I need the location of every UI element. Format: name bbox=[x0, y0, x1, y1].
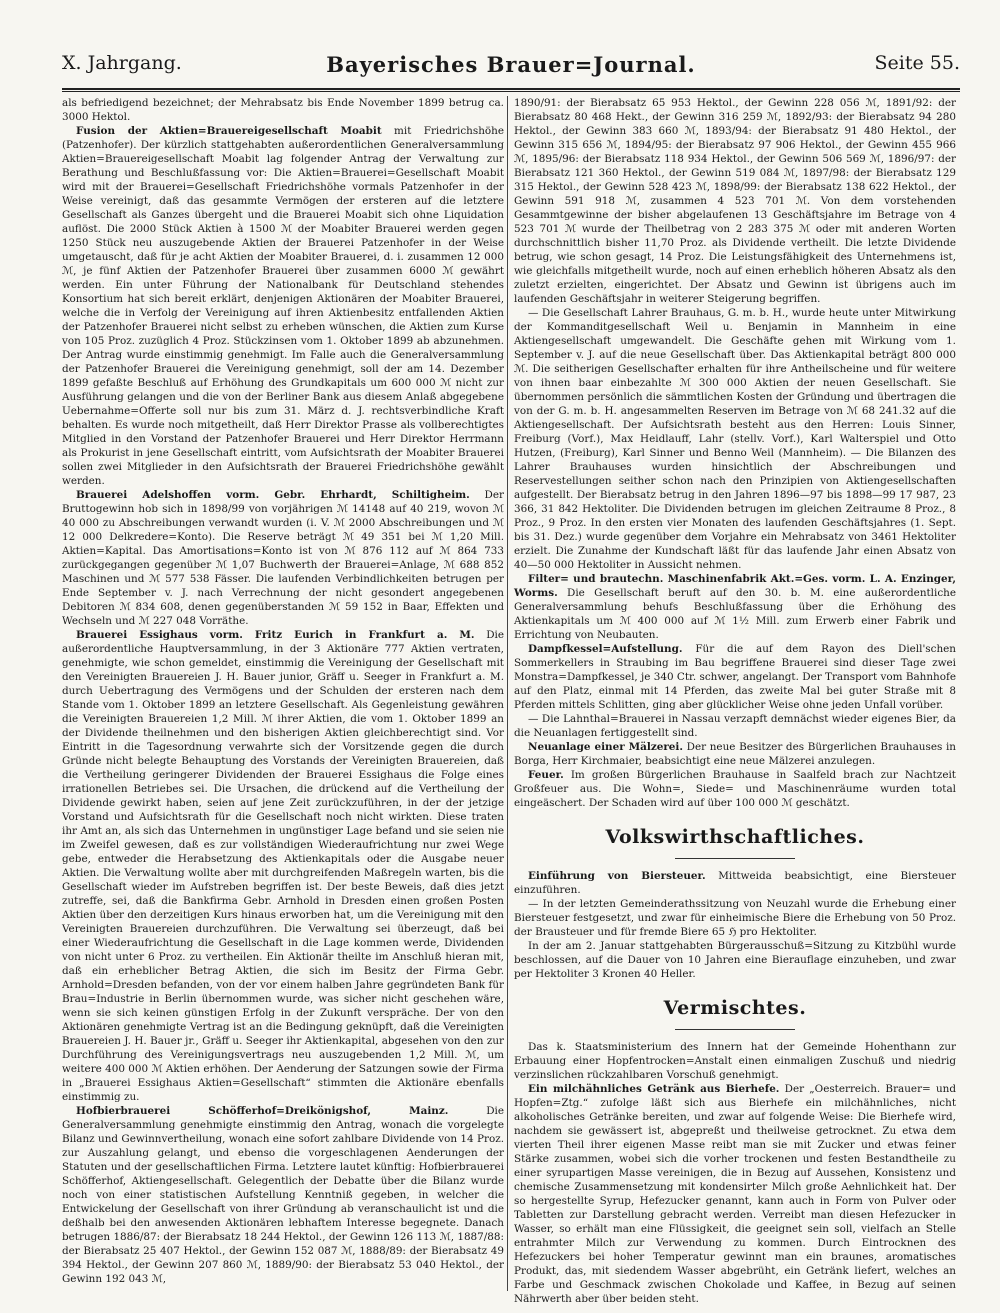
section-rule bbox=[675, 858, 795, 859]
article-body: Der Bruttogewinn hob sich in 1898/99 von vorjährigen ℳ 14148 auf 40 219, wovon ℳ 40 000 zu Abschreibungen verwandt wurden (i. V. ℳ 2000 Abschreibungen und ℳ 12 000 Delkredere=Konto). Die Reserve beträgt ℳ 49 351 bei ℳ 1,20 Mill. Aktien=Kapital. Das Amortisations=Konto ist von ℳ 876 112 auf ℳ 864 733 zurückgegangen gegenüber ℳ 1,07 Buchwerth der Brauerei=Anlage, ℳ 688 852 Maschinen und ℳ 577 538 Fässer. Die laufenden Verbindlichkeiten betrugen per Ende September v. J. nach Verrechnung der nicht gesondert angegebenen Debitoren ℳ 834 608, denen gegenüberstanden ℳ 59 152 in Baar, Effekten und Wechseln und ℳ 227 048 Vorräthe. bbox=[62, 489, 504, 627]
article-paragraph bbox=[514, 768, 956, 810]
article-body: Die Generalversammlung genehmigte einstimmig den Antrag, wonach die vorgelegte Bilanz und Gewinnvertheilung, wonach eine sofort zahlbare Dividende von 14 Proz. zur Auszahlung gelangt, und ebenso die vorgeschlagenen Aenderungen der Statuten und der gesellschaftlichen Firma. Letztere lautet künftig: Hofbierbrauerei Schöfferhof, Aktiengesellschaft. Gelegentlich der Debatte über die Bilanz wurde noch von einer statistischen Aufstellung Kenntniß gegeben, in welcher die Entwickelung der Gesellschaft von ihrer Gründung ab veranschaulicht ist und die deßhalb bei den anwesenden Aktionären lebhaftem Interesse begegnete. Danach betrugen 1886/87: der Bierabsatz 18 244 Hektol., der Gewinn 126 113 ℳ, 1887/88: der Bierabsatz 25 407 Hektol., der Gewinn 152 087 ℳ, 1888/89: der Bierabsatz 49 394 Hektol., der Gewinn 207 860 ℳ, 1889/90: der Bierabsatz 53 040 Hektol., der Gewinn 192 043 ℳ, bbox=[62, 1105, 504, 1285]
article-paragraph bbox=[514, 869, 956, 897]
header-rule bbox=[62, 88, 960, 90]
article-paragraph: — In der letzten Gemeinderathssitzung von Neuzahl wurde die Erhebung einer Biersteuer festgesetzt, und zwar für einheimische Biere die Erhebung von 50 Proz. der Brausteuer und für fremde Biere 65 ℌ pro Hektoliter. bbox=[514, 898, 956, 938]
article-body: Mittweida beabsichtigt, eine Biersteuer einzuführen. bbox=[514, 870, 956, 896]
article-heading: Fusion der Aktien=Brauereigesellschaft Moabit bbox=[76, 125, 382, 137]
article-paragraph: Das k. Staatsministerium des Innern hat der Gemeinde Hohenthann zur Erbauung einer Hopfentrocken=Anstalt einen einmaligen Zuschuß und niedrig verzinslichen rückzahlbaren Vorschuß genehmigt. bbox=[514, 1041, 956, 1081]
section-rule bbox=[675, 1029, 795, 1030]
article-paragraph bbox=[514, 572, 956, 642]
column-divider bbox=[507, 96, 508, 1291]
article-paragraph bbox=[62, 124, 504, 488]
article-heading: Filter= und brautechn. Maschinenfabrik Akt.=Ges. vorm. L. A. Enzinger, Worms. bbox=[514, 573, 956, 599]
article-body: Der neue Besitzer des Bürgerlichen Brauhauses in Borga, Herr Kirchmaier, beabsichtigt eine neue Mälzerei anzulegen. bbox=[514, 741, 956, 767]
article-body: Die Gesellschaft beruft auf den 30. b. M. eine außerordentliche Generalversammlung behufs Beschlußfassung über die Erhöhung des Aktienkapitals um ℳ 400 000 auf ℳ 1½ Mill. zum Erwerb einer Fabrik und Errichtung von Neubauten. bbox=[514, 587, 956, 641]
article-body: Für die auf dem Rayon des Diell'schen Sommerkellers in Straubing im Bau begriffene Brauerei sind dieser Tage zwei Monstra=Dampfkessel, je 340 Ctr. schwer, angelangt. Der Transport vom Bahnhofe auf den Platz, einmal mit 14 Pferden, das zweite Mal bei guter Straße mit 8 Pferden mittels Schlitten, ging aber glücklicher Weise ohne jeden Unfall vorüber. bbox=[514, 643, 956, 711]
article-heading: Brauerei Essighaus vorm. Fritz Eurich in Frankfurt a. M. bbox=[76, 629, 475, 641]
article-paragraph bbox=[514, 740, 956, 768]
article-paragraph: 1890/91: der Bierabsatz 65 953 Hektol., der Gewinn 228 056 ℳ, 1891/92: der Bierabsatz 80 468 Hekt., der Gewinn 316 259 ℳ, 1892/93: der Bierabsatz 94 280 Hektol., der Gewinn 383 660 ℳ, 1893/94: der Bierabsatz 91 480 Hektol., der Gewinn 315 656 ℳ, 1894/95: der Bierabsatz 97 906 Hektol., der Gewinn 455 966 ℳ, 1895/96: der Bierabsatz 118 934 Hektol., der Gewinn 506 569 ℳ, 1896/97: der Bierabsatz 121 360 Hektol., der Gewinn 519 084 ℳ, 1897/98: der Bierabsatz 129 315 Hektol., der Gewinn 528 423 ℳ, 1898/99: der Bierabsatz 138 622 Hektol., der Gewinn 591 918 ℳ, zusammen 4 523 701 ℳ. Von dem vorstehenden Gesammtgewinne der bisher abgelaufenen 13 Geschäftsjahre im Betrage von 4 523 701 ℳ wurde der Theilbetrag von 2 283 375 ℳ oder mit anderen Worten durchschnittlich bisher 11,70 Proz. als Dividende vertheilt. Die letzte Dividende betrug, wie schon gesagt, 14 Proz. Die Leistungsfähigkeit des Unternehmens ist, wie gleichfalls mitgetheilt wurde, noch auf einen erheblich höheren Absatz als den zuletzt erzielten, eingerichtet. Der Absatz und Gewinn ist übrigens auch im laufenden Geschäftsjahr in weiterer Steigerung begriffen. bbox=[514, 97, 956, 305]
section-heading: Volkswirthschaftliches. bbox=[605, 826, 865, 848]
article-paragraph bbox=[62, 488, 504, 628]
left-column bbox=[62, 96, 504, 1291]
article-paragraph bbox=[514, 642, 956, 712]
article-heading: Einführung von Biersteuer. bbox=[528, 870, 706, 882]
article-body: Der „Oesterreich. Brauer= und Hopfen=Ztg.“ zufolge läßt sich aus Bierhefe ein milchähnliches, nicht alkoholisches Getränke bereiten, und zwar auf folgende Weise: Die Bierhefe wird, nachdem sie gewässert ist, abgepreßt und theilweise getrocknet. Zu etwa dem vierten Theil ihrer eigenen Masse reibt man sie mit Zucker und etwas feiner Stärke zusammen, wobei sich die vorher trockenen und festen Bestandtheile zu einer syrupartigen Masse vereinigen, die in Bezug auf Aussehen, Konsistenz und chemische Zusammensetzung mit kondensirter Milch große Aehnlichkeit hat. Der so hergestellte Syrup, Hefezucker genannt, kann auch in Form von Pulver oder Tabletten zur Darstellung gebracht werden. Verreibt man diesen Hefezucker in Wasser, so erhält man eine Flüssigkeit, die geeignet sein soll, vielfach an Stelle entrahmter Milch zur Verwendung zu kommen. Durch Eintrocknen des Hefezuckers bei hoher Temperatur gewinnt man ein braunes, aromatisches Produkt, das, mit siedendem Wasser abgebrüht, ein Getränk liefert, welches an Farbe und Geschmack zwischen Chokolade und Kaffee, in Bezug auf seinen Nährwerth aber über beiden steht. bbox=[514, 1083, 956, 1305]
journal-title: Bayerisches Brauer=Journal. bbox=[326, 52, 696, 77]
page-header bbox=[62, 52, 960, 86]
article-body: Die außerordentliche Hauptversammlung, in der 3 Aktionäre 777 Aktien vertraten, genehmigte, wie schon gemeldet, einstimmig die Vereinigung der Gesellschaft mit den Vereinigten Brauereien J. H. Bauer junior, Gräff u. Seeger in Frankfurt a. M. durch Uebertragung des Vermögens und der Schulden der ersteren nach dem Stande vom 1. Oktober 1899 an letztere Gesellschaft. Als Gegenleistung gewähren die Vereinigten Brauereien 1,2 Mill. ℳ ihrer Aktien, die vom 1. Oktober 1899 an der Dividende theilnehmen und den bisherigen Aktien gleichberechtigt sind. Vor Eintritt in die Tagesordnung verwahrte sich der Vorsitzende gegen die durch Gründe nicht belegte Behauptung des Vorstands der Vereinigten Brauereien, daß die Vertheilung geringerer Dividenden der Brauerei Essighaus die Folge eines irrationellen Betriebes sei. Die Ursachen, die drückend auf die Vertheilung der Dividende gewirkt haben, seien auf jene Zeit zurückzuführen, in der der jetzige Vorstand und Aufsichtsrath für die Gesellschaft noch nicht wirkten. Diese traten ihr Amt an, als sich das Unternehmen in ungünstiger Lage befand und sie seien nie im Zweifel gewesen, daß es zur vollständigen Wiederaufrichtung nur zwei Wege gebe, entweder die Herabsetzung des Aktienkapitals oder die Ausgabe neuer Aktien. Die Verwaltung wollte aber mit durchgreifenden Maßregeln warten, bis die Gesellschaft wieder im Aufstreben begriffen ist. Der beste Beweis, daß dies jetzt zutreffe, sei, daß die Bankfirma Gebr. Arnhold in Dresden einen großen Posten Aktien über den derzeitigen Kurs hinaus erworben hat, um die Vereinigung mit den Vereinigten Brauereien durchzuführen. Die Verwaltung sei überzeugt, daß bei einer Wiederaufrichtung die Gesellschaft in die Lage kommen werde, Dividenden von nicht unter 6 Proz. zu vertheilen. Ein Aktionär theilte im Anschluß hieran mit, daß ein erheblicher Betrag Aktien, die sich im Besitz der Firma Gebr. Arnhold=Dresden befanden, von der vor einem halben Jahre gegründeten Bank für Brau=Industrie in Berlin übernommen wurde, was sicher nicht geschehen wäre, wenn sie sich keinen günstigen Erfolg in der Zukunft verspräche. Der von den Aktionären genehmigte Vertrag ist an die Bedingung geknüpft, daß die Vereinigten Brauereien J. H. Bauer jr., Gräff u. Seeger ihr Aktienkapital, abgesehen von den zur Durchführung des Vereinigungsvertrags neu auszugebenden 1,2 Mill. ℳ, um weitere 400 000 ℳ Aktien erhöhen. Der Aenderung der Satzungen sowie der Firma in „Brauerei Essighaus Aktien=Gesellschaft“ stimmten die Aktionäre ebenfalls einstimmig zu. bbox=[62, 629, 504, 1103]
volume-label: X. Jahrgang. bbox=[62, 52, 182, 74]
article-heading: Neuanlage einer Mälzerei. bbox=[528, 741, 683, 753]
article-paragraph bbox=[62, 1104, 504, 1286]
article-heading: Dampfkessel=Aufstellung. bbox=[528, 643, 683, 655]
article-paragraph bbox=[62, 628, 504, 1104]
article-paragraph: als befriedigend bezeichnet; der Mehrabsatz bis Ende November 1899 betrug ca. 3000 Hektol. bbox=[62, 97, 504, 123]
page-number: Seite 55. bbox=[874, 52, 960, 74]
article-heading: Hofbierbrauerei Schöfferhof=Dreikönigshof, Mainz. bbox=[76, 1105, 449, 1117]
article-heading: Feuer. bbox=[528, 769, 564, 781]
section-heading: Vermischtes. bbox=[663, 997, 807, 1019]
article-body: mit Friedrichshöhe (Patzenhofer). Der kürzlich stattgehabten außerordentlichen Generalversammlung Aktien=Brauereigesellschaft Moabit lag folgender Antrag der Verwaltung zur Berathung und Beschlußfassung vor: Die Aktien=Brauerei=Gesellschaft Moabit wird mit der Brauerei=Gesellschaft Friedrichshöhe vormals Patzenhofer in der Weise vereinigt, daß das gesammte Vermögen der ersteren auf die letztere Gesellschaft als Ganzes übergeht und die Brauerei Moabit sich ohne Liquidation auflöst. Die 2000 Stück Aktien à 1500 ℳ der Moabiter Brauerei werden gegen 1250 Stück neu auszugebende Aktien der Brauerei Patzenhofer in der Weise umgetauscht, daß für je acht Aktien der Moabiter Brauerei, d. i. zusammen 12 000 ℳ, je fünf Aktien der Patzenhofer Brauerei über zusammen 6000 ℳ gewährt werden. Ein unter Führung der Nationalbank für Deutschland stehendes Konsortium hat sich bereit erklärt, denjenigen Aktionären der Moabiter Brauerei, welche die in Verfolg der Vereinigung auf ihren Aktienbesitz entfallenden Aktien der Patzenhofer Brauerei nicht selbst zu erheben wünschen, die Aktien zum Kurse von 105 Proz. zuzüglich 4 Proz. Stückzinsen vom 1. Oktober 1899 ab abzunehmen. Der Antrag wurde einstimmig genehmigt. Im Falle auch die Generalversammlung der Patzenhofer Brauerei die Vereinigung genehmigt, soll der am 14. Dezember 1899 gefaßte Beschluß auf Erhöhung des Grundkapitals um 600 000 ℳ nicht zur Ausführung gelangen und die von der Berliner Bank aus diesem Anlaß abgegebene Uebernahme=Offerte soll nur bis zum 31. März d. J. rechtsverbindliche Kraft behalten. Es wurde noch mitgetheilt, daß Herr Direktor Prasse als vollberechtigtes Mitglied in den Vorstand der Patzenhofer Brauerei und Herr Direktor Herrmann als Prokurist in jene Gesellschaft eintritt, vom Aufsichtsrath der Moabiter Brauerei sollen zwei Mitglieder in den Aufsichtsrath der Brauerei Friedrichshöhe gewählt werden. bbox=[62, 125, 504, 487]
header-rule-thin bbox=[62, 91, 960, 92]
article-paragraph: — Die Lahnthal=Brauerei in Nassau verzapft demnächst wieder eigenes Bier, da die Neuanlagen fertiggestellt sind. bbox=[514, 713, 956, 739]
article-heading: Brauerei Adelshoffen vorm. Gebr. Ehrhardt, Schiltigheim. bbox=[76, 489, 470, 501]
article-heading: Ein milchähnliches Getränk aus Bierhefe. bbox=[528, 1083, 780, 1095]
article-body: Im großen Bürgerlichen Brauhause in Saalfeld brach zur Nachtzeit Großfeuer aus. Die Wohn=, Siede= und Maschinenräume wurden total eingeäschert. Der Schaden wird auf über 100 000 ℳ geschätzt. bbox=[514, 769, 956, 809]
right-column bbox=[514, 96, 956, 1305]
article-paragraph: — Die Gesellschaft Lahrer Brauhaus, G. m. b. H., wurde heute unter Mitwirkung der Kommanditgesellschaft Weil u. Benjamin in Mannheim in eine Aktiengesellschaft umgewandelt. Die Geschäfte gehen mit Wirkung vom 1. September v. J. auf die neue Gesellschaft über. Das Aktienkapital beträgt 800 000 ℳ. Die seitherigen Gesellschafter erhalten für ihre Antheilscheine und für weitere von ihnen baar einbezahlte ℳ 300 000 Aktien der neuen Gesellschaft. Sie übernommen persönlich die sämmtlichen Kosten der Gründung und übertragen die von der G. m. b. H. angesammelten Reserven im Betrage von ℳ 68 241.32 auf die Aktiengesellschaft. Der Aufsichtsrath besteht aus den Herren: Louis Sinner, Freiburg (Vorf.), Max Heidlauff, Lahr (stellv. Vorf.), Karl Walterspiel und Otto Hutzen, (Freiburg), Karl Sinner und Benno Weil (Mannheim). — Die Bilanzen des Lahrer Brauhauses wurden hinsichtlich der Abschreibungen und Reservestellungen seither schon nach den Prinzipien von Aktiengesellschaften aufgestellt. Der Bierabsatz betrug in den Jahren 1896—97 bis 1898—99 17 987, 23 366, 31 842 Hektoliter. Die Dividenden betrugen im gleichen Zeitraume 8 Proz., 8 Proz., 9 Proz. In den ersten vier Monaten des laufenden Geschäftsjahres (1. Sept. bis 31. Dez.) wurde gegenüber dem Vorjahre ein Mehrabsatz von 3461 Hektoliter erzielt. Die Zunahme der Kundschaft läßt für das laufende Jahr einen Absatz von 40—50 000 Hektoliter in Aussicht nehmen. bbox=[514, 307, 956, 571]
article-paragraph: In der am 2. Januar stattgehabten Bürgerausschuß=Sitzung zu Kitzbühl wurde beschlossen, auf die Dauer von 10 Jahren eine Bierauflage einzuheben, und zwar per Hektoliter 3 Kronen 40 Heller. bbox=[514, 940, 956, 980]
article-paragraph bbox=[514, 1082, 956, 1306]
